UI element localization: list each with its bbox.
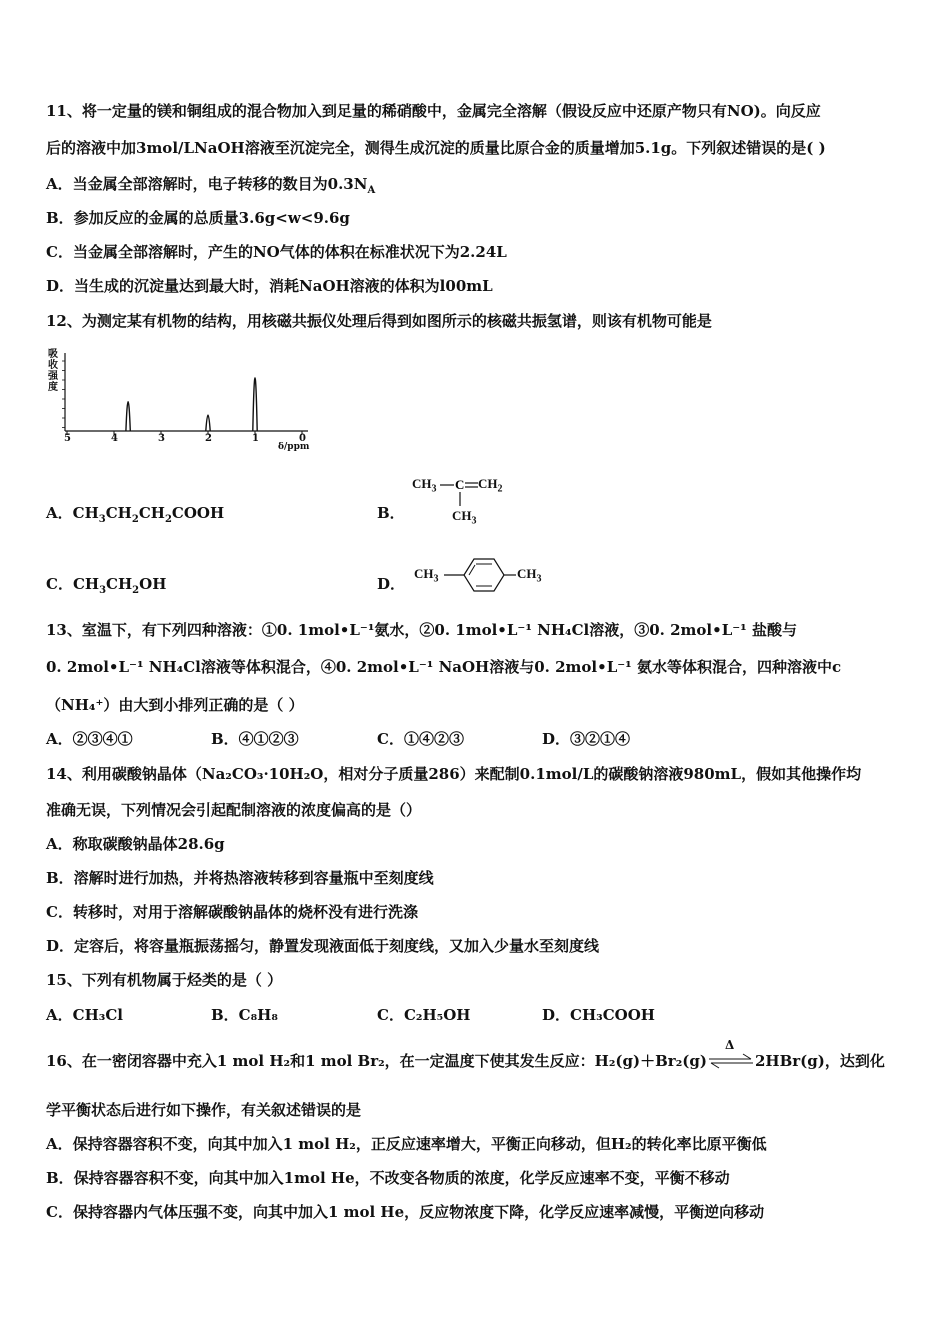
nmr-ylabel-char: 收: [48, 360, 58, 371]
q12-option-b-structure: [410, 470, 530, 530]
nmr-ylabel-char: 吸: [48, 349, 58, 360]
nmr-plot: [40, 345, 330, 457]
nmr-x-tick-label: 1: [252, 433, 259, 444]
q11-option-c: C．当金属全部溶解时，产生的NO气体的体积在标准状况下为2.24L: [46, 243, 507, 261]
q11-stem-line1: 11、将一定量的镁和铜组成的混合物加入到足量的稀硝酸中，金属完全溶解（假设反应中还原产物只有NO)。向反应: [46, 102, 821, 120]
q12-option-d-label: D．: [377, 575, 406, 593]
nmr-peak: [206, 415, 210, 431]
q15-option-a: A．CH₃Cl: [46, 1006, 123, 1024]
q11-option-a-subscript: A: [367, 185, 376, 196]
svg-text:C: C: [455, 477, 465, 492]
q14-stem-line1: 14、利用碳酸钠晶体（Na₂CO₃·10H₂O，相对分子质量286）来配制0.1mol/L的碳酸钠溶液980mL，假如其他操作均: [46, 765, 862, 783]
q11-option-a: [46, 174, 375, 201]
struct-b-ch3-left: $CH_3$: [412, 476, 437, 495]
q15-option-b: B．C₈H₈: [211, 1006, 278, 1024]
q12-option-a-label: A．: [46, 504, 73, 522]
nmr-x-tick-label: 4: [111, 433, 118, 444]
q12-option-b-label: B．: [377, 504, 405, 522]
nmr-x-tick-label: 3: [158, 433, 165, 444]
q11-option-b: B．参加反应的金属的总质量3.6g<w<9.6g: [46, 209, 350, 227]
q14-option-c: C．转移时，对用于溶解碳酸钠晶体的烧杯没有进行洗涤: [46, 903, 418, 921]
struct-d-ch3-left: $CH_3$: [414, 566, 439, 585]
q15-option-c: C．C₂H₅OH: [377, 1006, 471, 1024]
q13-stem-line2: 0. 2mol•L⁻¹ NH₄Cl溶液等体积混合，④0. 2mol•L⁻¹ NaOH溶液与0. 2mol•L⁻¹ 氨水等体积混合，四种溶液中c: [46, 658, 842, 676]
equilibrium-arrow-icon: [707, 1051, 755, 1071]
equilibrium-heat-label: Δ: [724, 1038, 735, 1052]
nmr-xlabel: δ/ppm: [278, 442, 310, 452]
nmr-x-tick-label: 5: [64, 433, 71, 444]
q13-option-d: D．③②①④: [542, 730, 631, 748]
q16-stem-line1-pre: 16、在一密闭容器中充入1 mol H₂和1 mol Br₂，在一定温度下使其发生反应：H₂(g)＋Br₂(g): [46, 1052, 707, 1070]
nmr-chart: [40, 345, 330, 457]
q16-option-b: B．保持容器容积不变，向其中加入1mol He，不改变各物质的浓度，化学反应速率不变，平衡不移动: [46, 1169, 730, 1187]
q14-option-a: A．称取碳酸钠晶体28.6g: [46, 835, 225, 853]
q16-option-a: A．保持容器容积不变，向其中加入1 mol H₂，正反应速率增大，平衡正向移动，但H₂的转化率比原平衡低: [46, 1135, 767, 1153]
q12-option-c: [46, 574, 166, 601]
nmr-x-tick-label: 0: [299, 433, 306, 444]
struct-b-ch3-bottom: $CH_3$: [452, 508, 477, 527]
q14-option-b: B．溶解时进行加热，并将热溶液转移到容量瓶中至刻度线: [46, 869, 434, 887]
nmr-ylabel-char: 强: [48, 371, 58, 382]
q13-stem-line1: 13、室温下，有下列四种溶液：①0. 1mol•L⁻¹氨水，②0. 1mol•L⁻¹ NH₄Cl溶液，③0. 2mol•L⁻¹ 盐酸与: [46, 621, 797, 639]
q11-option-a-text: A．当金属全部溶解时，电子转移的数目为0.3N: [46, 175, 368, 193]
q12-option-c-formula: $CH_3CH_2OH$: [72, 575, 167, 596]
q11-stem-line2: 后的溶液中加3mol/LNaOH溶液至沉淀完全，测得生成沉淀的质量比原合金的质量增加5.1g。下列叙述错误的是( ): [46, 139, 826, 157]
q16-stem-line1: [46, 1038, 885, 1071]
q11-option-d: D．当生成的沉淀量达到最大时，消耗NaOH溶液的体积为l00mL: [46, 277, 493, 295]
q12-option-c-label: C．: [46, 575, 73, 593]
nmr-ylabel-char: 度: [48, 382, 58, 393]
q12-option-a-formula: $CH_3CH_2CH_2COOH$: [72, 504, 225, 525]
struct-d-ch3-right: $CH_3$: [517, 566, 542, 585]
q12-option-d-structure: [412, 553, 557, 597]
nmr-x-tick-label: 2: [205, 433, 212, 444]
q15-option-d: D．CH₃COOH: [542, 1006, 655, 1024]
struct-b-ch2: $CH_2$: [478, 476, 503, 495]
q14-option-d: D．定容后，将容量瓶振荡摇匀，静置发现液面低于刻度线，又加入少量水至刻度线: [46, 937, 600, 955]
nmr-peak: [253, 378, 257, 431]
q13-option-b: B．④①②③: [211, 730, 299, 748]
q13-stem-line3: （NH₄⁺）由大到小排列正确的是（ ）: [46, 696, 304, 714]
q12-option-a: [46, 503, 224, 530]
q13-option-c: C．①④②③: [377, 730, 464, 748]
q16-stem-line1-post: 2HBr(g)，达到化: [754, 1052, 885, 1070]
nmr-peak: [126, 402, 130, 431]
q13-option-a: A．②③④①: [46, 730, 133, 748]
q15-stem: 15、下列有机物属于烃类的是（ ）: [46, 971, 283, 989]
q16-stem-line2: 学平衡状态后进行如下操作，有关叙述错误的是: [46, 1101, 362, 1119]
equilibrium-arrow: [707, 1038, 755, 1071]
q12-stem: 12、为测定某有机物的结构，用核磁共振仪处理后得到如图所示的核磁共振氢谱，则该有机物可能是: [46, 312, 712, 330]
q16-option-c: C．保持容器内气体压强不变，向其中加入1 mol He，反应物浓度下降，化学反应速率减慢，平衡逆向移动: [46, 1203, 765, 1221]
q14-stem-line2: 准确无误，下列情况会引起配制溶液的浓度偏高的是（）: [46, 801, 422, 819]
